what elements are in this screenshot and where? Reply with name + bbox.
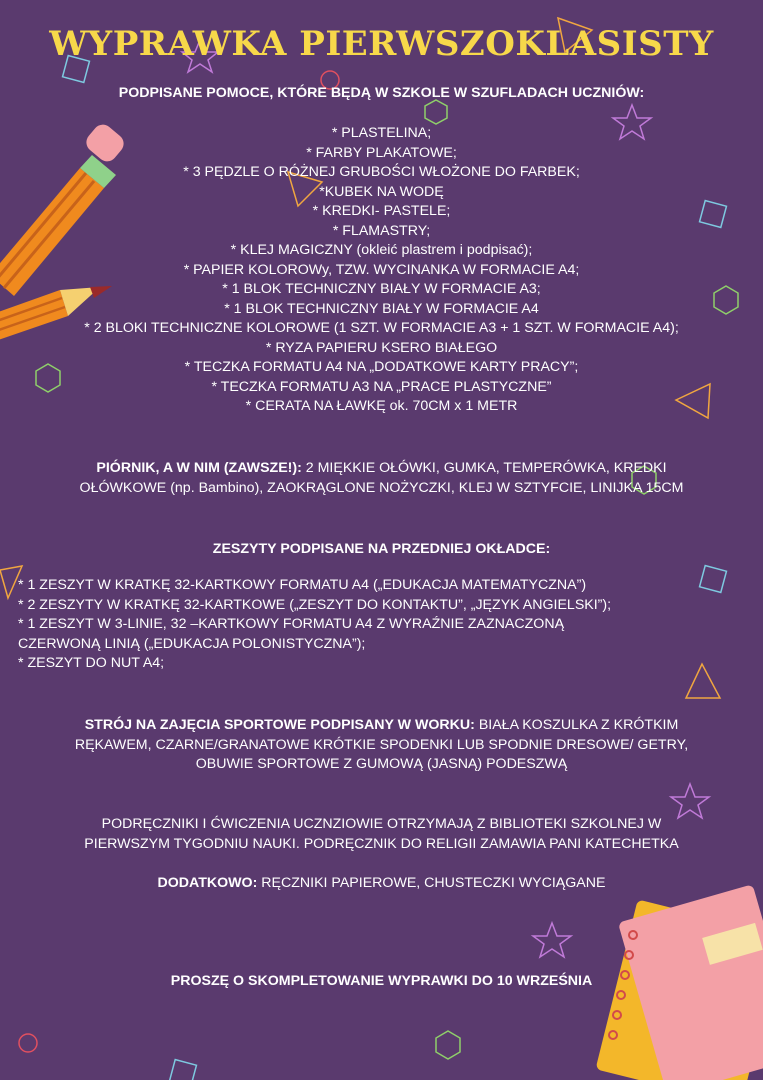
section1-heading: PODPISANE POMOCE, KTÓRE BĘDĄ W SZKOLE W SZUFLADACH UCZNIÓW: (118, 85, 645, 101)
star-shape (533, 923, 571, 957)
sport-outfit-text: BIAŁA KOSZULKA Z KRÓTKIM (474, 717, 679, 733)
notebooks-heading: ZESZYTY PODPISANE NA PRZEDNIEJ OKŁADCE: (212, 541, 551, 557)
hexagon-shape (436, 1031, 460, 1059)
page-title: WYPRAWKA PIERWSZOKLASISTY (49, 24, 714, 64)
list-item: * PLASTELINA; (331, 125, 432, 141)
footer-note: PROSZĘ O SKOMPLETOWANIE WYPRAWKI DO 10 WRZEŚNIA (170, 973, 593, 989)
list-item: *KUBEK NA WODĘ (319, 183, 444, 200)
additional-label: DODATKOWO: (157, 875, 258, 891)
supplies-list (0, 124, 763, 417)
list-item: * 1 BLOK TECHNICZNY BIAŁY W FORMACIE A4 (224, 300, 539, 317)
list-item: * 2 ZESZYTY W KRATKĘ 32-KARTKOWE („ZESZYT DO KONTAKTU”, „JĘZYK ANGIELSKI”); (18, 596, 612, 613)
list-item: * PAPIER KOLOROWy, TZW. WYCINANKA W FORMACIE A4; (183, 261, 580, 278)
list-item: * FARBY PLAKATOWE; (306, 144, 457, 161)
list-item: * ZESZYT DO NUT A4; (18, 655, 165, 671)
list-item: * RYZA PAPIERU KSERO BIAŁEGO (265, 339, 498, 356)
list-item: * KREDKI- PASTELE; (312, 203, 451, 219)
list-item: * KLEJ MAGICZNY (okleić plastrem i podpisać); (230, 242, 533, 258)
notebooks-list (18, 576, 758, 674)
list-item: * 1 BLOK TECHNICZNY BIAŁY W FORMACIE A3; (222, 281, 541, 297)
star-shape (671, 784, 709, 818)
list-item: * TECZKA FORMATU A3 NA „PRACE PLASTYCZNE” (211, 378, 552, 395)
hexagon-shape (425, 100, 447, 124)
textbooks-text-1: PODRĘCZNIKI I ĆWICZENIA UCZNZIOWIE OTRZYMAJĄ Z BIBLIOTEKI SZKOLNEJ W (101, 816, 662, 832)
additional-text: RĘCZNIKI PAPIEROWE, CHUSTECZKI WYCIĄGANE (257, 875, 606, 891)
textbooks-text-2: PIERWSZYM TYGODNIU NAUKI. PODRĘCZNIK DO RELIGII ZAMAWIA PANI KATECHETKA (84, 835, 679, 852)
list-item: * FLAMASTRY; (332, 222, 431, 239)
sport-outfit-paragraph (0, 716, 763, 775)
additional-paragraph (0, 874, 763, 894)
square-shape (170, 1060, 197, 1080)
sport-outfit-text-2: RĘKAWEM, CZARNE/GRANATOWE KRÓTKIE SPODENKI LUB SPODNIE DRESOWE/ GETRY, (74, 736, 689, 753)
list-item: * 1 ZESZYT W 3-LINIE, 32 –KARTKOWY FORMATU A4 Z WYRAŹNIE ZAZNACZONĄ (18, 616, 565, 632)
list-item: * CERATA NA ŁAWKĘ ok. 70CM x 1 METR (245, 398, 518, 414)
sport-outfit-text-3: OBUWIE SPORTOWE Z GUMOWĄ (JASNĄ) PODESZWĄ (195, 756, 568, 772)
circle-shape (19, 1034, 37, 1052)
pencil-case-text-2: OŁÓWKOWE (np. Bambino), ZAOKRĄGLONE NOŻYCZKI, KLEJ W SZTYFCIE, LINIJKA 15CM (79, 479, 684, 496)
list-item: * 1 ZESZYT W KRATKĘ 32-KARTKOWY FORMATU A4 („EDUKACJA MATEMATYCZNA”) (18, 577, 587, 593)
list-item: * TECZKA FORMATU A4 NA „DODATKOWE KARTY PRACY”; (184, 359, 579, 375)
list-item: * 2 BLOKI TECHNICZNE KOLOROWE (1 SZT. W FORMACIE A3 + 1 SZT. W FORMACIE A4); (84, 320, 679, 336)
textbooks-paragraph (0, 815, 763, 854)
sport-outfit-label: STRÓJ NA ZAJĘCIA SPORTOWE PODPISANY W WORKU: (84, 717, 475, 733)
list-item: * 3 PĘDZLE O RÓŻNEJ GRUBOŚCI WŁOŻONE DO FARBEK; (183, 164, 580, 180)
pencil-case-paragraph (0, 459, 763, 498)
pencil-case-label: PIÓRNIK, A W NIM (ZAWSZE!): (96, 460, 302, 476)
list-item: CZERWONĄ LINIĄ („EDUKACJA POLONISTYCZNA”); (18, 635, 366, 652)
pencil-case-text: 2 MIĘKKIE OŁÓWKI, GUMKA, TEMPERÓWKA, KREDKI (301, 460, 667, 476)
